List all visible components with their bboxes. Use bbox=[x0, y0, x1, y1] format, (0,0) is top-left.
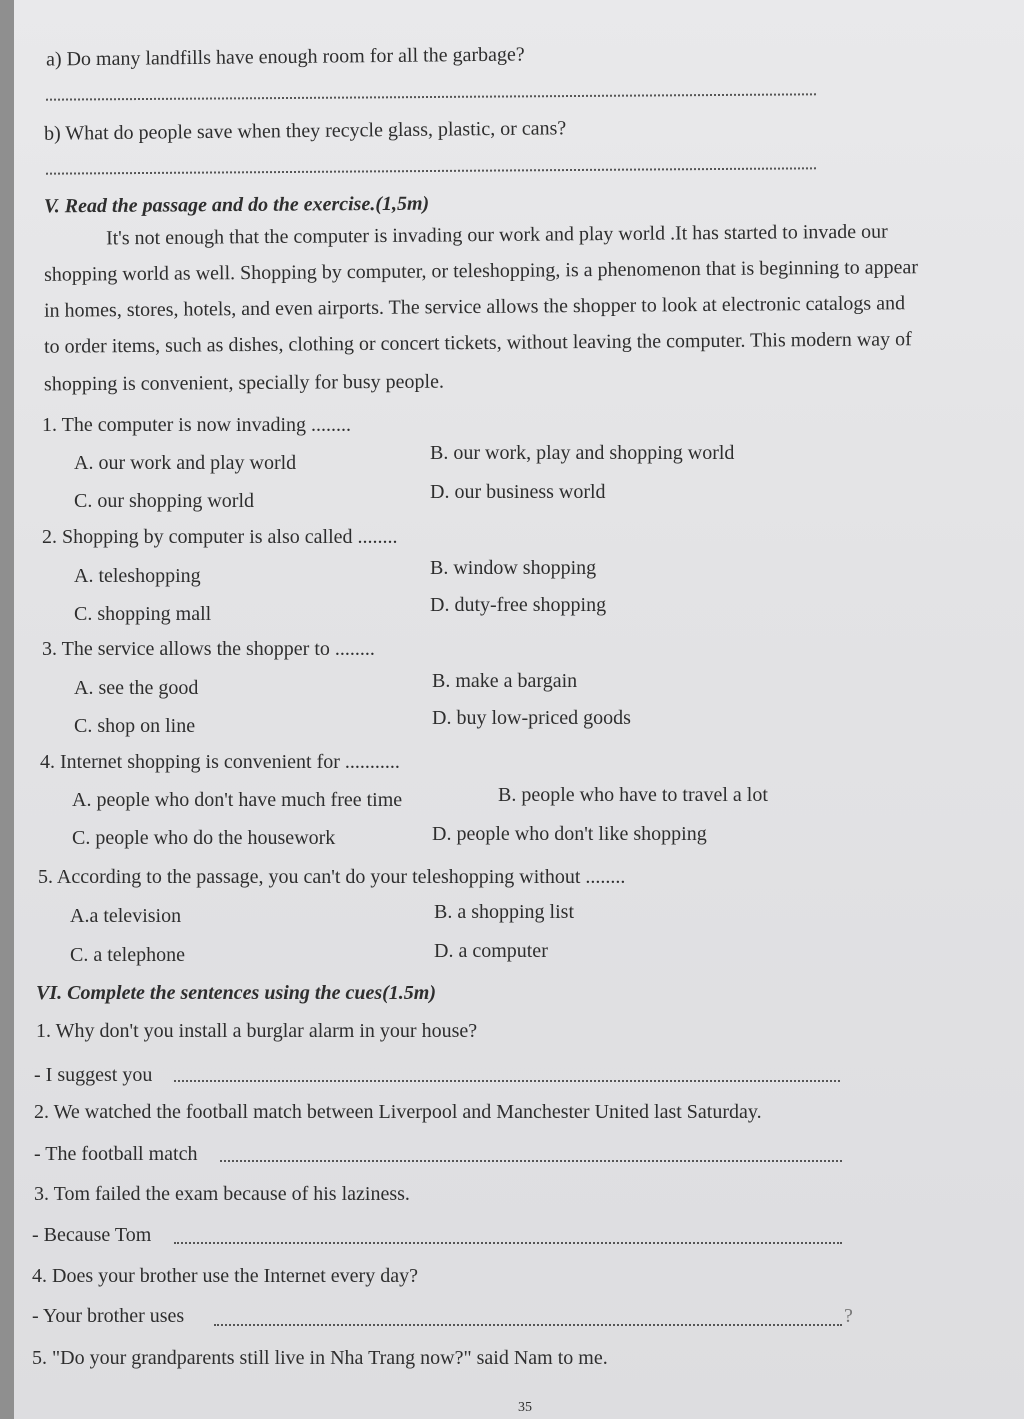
mc-option-2a: A. teleshopping bbox=[74, 565, 201, 587]
rewrite-sentence-2: 2. We watched the football match between Liverpool and Manchester United last Saturday. bbox=[34, 1101, 762, 1123]
rewrite-cue-2: - The football match bbox=[34, 1143, 198, 1165]
rewrite-sentence-5: 5. "Do your grandparents still live in Nha Trang now?" said Nam to me. bbox=[32, 1347, 608, 1369]
question-a: a) Do many landfills have enough room for all the garbage? bbox=[45, 43, 525, 71]
mc-option-2d: D. duty-free shopping bbox=[430, 594, 607, 616]
mc-question-1: 1. The computer is now invading ........ bbox=[42, 414, 352, 436]
mc-option-2b: B. window shopping bbox=[430, 557, 597, 579]
mc-question-2: 2. Shopping by computer is also called ........ bbox=[42, 526, 398, 548]
mc-option-1c: C. our shopping world bbox=[74, 490, 254, 512]
rewrite-end-mark-4: ? bbox=[844, 1305, 853, 1327]
mc-option-2c: C. shopping mall bbox=[74, 603, 212, 625]
section-heading-v: V. Read the passage and do the exercise.(1,5m) bbox=[43, 192, 430, 218]
answer-line-b bbox=[46, 167, 816, 174]
answer-line-a bbox=[46, 93, 816, 100]
passage-line-5: shopping is convenient, specially for busy people. bbox=[43, 370, 444, 396]
worksheet-page bbox=[14, 0, 1024, 1419]
page-number: 35 bbox=[518, 1400, 532, 1415]
mc-option-5a: A.a television bbox=[70, 905, 182, 927]
section-heading-vi: VI. Complete the sentences using the cues(1.5m) bbox=[36, 982, 436, 1004]
mc-option-3d: D. buy low-priced goods bbox=[432, 707, 631, 729]
passage-line-2: shopping world as well. Shopping by computer, or teleshopping, is a phenomenon that is beginning to appear bbox=[43, 256, 919, 286]
rewrite-sentence-3: 3. Tom failed the exam because of his laziness. bbox=[34, 1183, 410, 1205]
mc-option-1b: B. our work, play and shopping world bbox=[430, 442, 735, 464]
mc-question-4: 4. Internet shopping is convenient for ........... bbox=[40, 751, 400, 773]
rewrite-answer-line-1 bbox=[174, 1080, 840, 1082]
rewrite-cue-4: - Your brother uses bbox=[32, 1305, 185, 1327]
mc-option-4b: B. people who have to travel a lot bbox=[498, 784, 768, 806]
mc-option-4a: A. people who don't have much free time bbox=[72, 789, 403, 811]
passage-line-4: to order items, such as dishes, clothing or concert tickets, without leaving the computer. This modern way of bbox=[43, 328, 912, 358]
rewrite-sentence-1: 1. Why don't you install a burglar alarm in your house? bbox=[36, 1020, 478, 1042]
rewrite-sentence-4: 4. Does your brother use the Internet every day? bbox=[32, 1265, 418, 1287]
mc-option-3a: A. see the good bbox=[74, 677, 199, 699]
mc-option-5b: B. a shopping list bbox=[434, 901, 575, 923]
passage-line-1: It's not enough that the computer is invading our work and play world .It has started to invade our bbox=[105, 220, 888, 250]
mc-option-4c: C. people who do the housework bbox=[72, 827, 336, 849]
mc-option-5d: D. a computer bbox=[434, 940, 548, 962]
rewrite-answer-line-3 bbox=[174, 1242, 842, 1244]
mc-option-3c: C. shop on line bbox=[74, 715, 196, 737]
passage-line-3: in homes, stores, hotels, and even airports. The service allows the shopper to look at electronic catalogs and bbox=[43, 292, 906, 322]
mc-option-1a: A. our work and play world bbox=[74, 452, 297, 474]
mc-question-3: 3. The service allows the shopper to ........ bbox=[42, 638, 375, 660]
rewrite-answer-line-4 bbox=[214, 1324, 842, 1326]
mc-option-3b: B. make a bargain bbox=[432, 670, 578, 692]
mc-option-5c: C. a telephone bbox=[70, 944, 185, 966]
mc-question-5: 5. According to the passage, you can't do your teleshopping without ........ bbox=[38, 866, 626, 888]
rewrite-cue-3: - Because Tom bbox=[32, 1224, 152, 1246]
mc-option-4d: D. people who don't like shopping bbox=[432, 823, 707, 845]
rewrite-answer-line-2 bbox=[220, 1160, 842, 1162]
mc-option-1d: D. our business world bbox=[430, 481, 606, 503]
question-b: b) What do people save when they recycle glass, plastic, or cans? bbox=[43, 117, 567, 145]
rewrite-cue-1: - I suggest you bbox=[34, 1064, 153, 1086]
